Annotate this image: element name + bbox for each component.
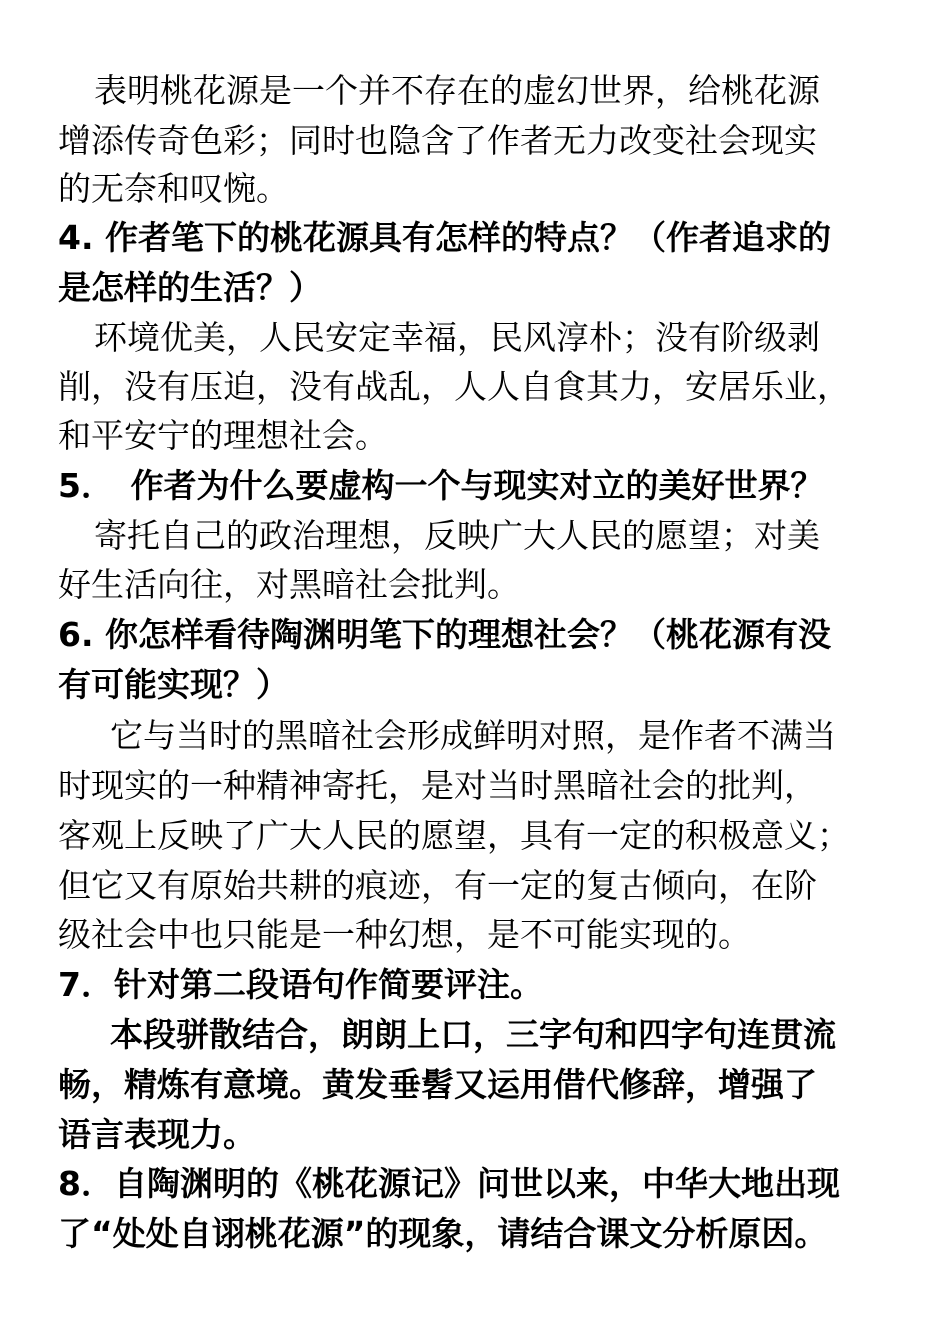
answer-4-line-1: 环境优美，人民安定幸福，民风淳朴；没有阶级剥 [94,318,820,357]
answer-5-line-1: 寄托自己的政治理想，反映广大人民的愿望；对美 [94,516,820,555]
answer-3-line-1: 表明桃花源是一个并不存在的虚幻世界，给桃花源 [94,71,820,110]
answer-6-line-5: 级社会中也只能是一种幻想，是不可能实现的。 [58,915,751,954]
question-6-line-2: 有可能实现？） [58,665,289,704]
question-4-line-2: 是怎样的生活？） [58,268,322,307]
question-4-line-1: 4. 作者笔下的桃花源具有怎样的特点？（作者追求的 [58,218,831,257]
answer-4-line-2: 削，没有压迫，没有战乱，人人自食其力，安居乐业， [58,367,850,406]
answer-5-line-2: 好生活向往，对黑暗社会批判。 [58,565,520,604]
answer-7-line-3: 语言表现力。 [58,1115,256,1154]
answer-6-line-3: 客观上反映了广大人民的愿望，具有一定的积极意义； [58,816,850,855]
question-8-line-1: 8．自陶渊明的《桃花源记》问世以来，中华大地出现 [58,1164,840,1203]
answer-6-line-1: 它与当时的黑暗社会形成鲜明对照，是作者不满当 [110,716,836,755]
answer-3-line-3: 的无奈和叹惋。 [58,169,289,208]
answer-6-line-2: 时现实的一种精神寄托，是对当时黑暗社会的批判， [58,766,817,805]
question-6-line-1: 6. 你怎样看待陶渊明笔下的理想社会？（桃花源有没 [58,615,831,654]
answer-3-line-2: 增添传奇色彩；同时也隐含了作者无力改变社会现实 [58,121,817,160]
answer-7-line-2: 畅，精炼有意境。黄发垂髫又运用借代修辞，增强了 [58,1065,817,1104]
answer-7-line-1: 本段骈散结合，朗朗上口，三字句和四字句连贯流 [110,1015,836,1054]
question-5: 5． 作者为什么要虚构一个与现实对立的美好世界？ [58,466,824,505]
answer-6-line-4: 但它又有原始共耕的痕迹，有一定的复古倾向，在阶 [58,866,817,905]
answer-4-line-3: 和平安宁的理想社会。 [58,416,388,455]
question-7: 7．针对第二段语句作简要评注。 [58,965,543,1004]
question-8-line-2: 了“处处自诩桃花源”的现象，请结合课文分析原因。 [58,1214,828,1253]
